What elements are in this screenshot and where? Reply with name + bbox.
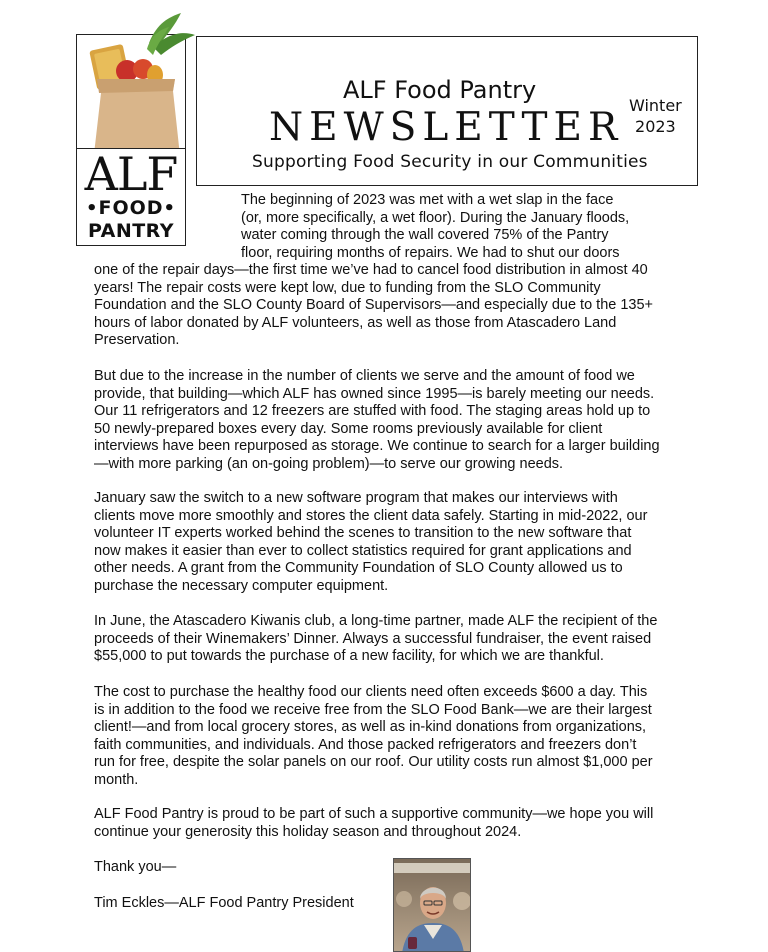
tagline: Supporting Food Security in our Communities: [252, 152, 648, 172]
text-line: —with more parking (an on-going problem)—to serve our growing needs.: [94, 455, 564, 472]
text-line: ALF Food Pantry is proud to be part of such a supportive community—we hope you will: [94, 806, 654, 822]
text-line: $55,000 to put towards the purchase of a new facility, for which we are thankful.: [94, 648, 604, 665]
paragraph-closing: [94, 806, 653, 841]
paragraph-software: [94, 490, 647, 596]
signature-line: Tim Eckles—ALF Food Pantry President: [94, 895, 354, 911]
text-line: 50 newly-prepared boxes every day. Some rooms previously available for client: [94, 420, 603, 437]
paragraph-flood-continued: [94, 262, 653, 350]
text-line: floor, requiring months of repairs. We had to shut our doors: [241, 244, 620, 261]
text-line: The cost to purchase the healthy food our clients need often exceeds $600 a day. This: [94, 684, 648, 700]
text-line: is in addition to the food we receive free from the SLO Food Bank—we are their largest: [94, 701, 652, 718]
text-line: Preservation.: [94, 332, 180, 349]
text-line: run for free, despite the solar panels on our roof. Our utility costs run almost $1,000 per: [94, 754, 653, 771]
text-line: In June, the Atascadero Kiwanis club, a long-time partner, made ALF the recipient of the: [94, 613, 658, 629]
text-line: water coming through the wall covered 75% of the Pantry: [241, 227, 609, 244]
paragraph-kiwanis: [94, 613, 657, 666]
text-line: purchase the necessary computer equipment.: [94, 577, 389, 594]
paragraph-building-needs: [94, 368, 660, 474]
logo-image-frame: [76, 34, 186, 150]
dot-icon: •: [85, 198, 99, 219]
logo-food-line: [77, 197, 185, 220]
text-line: client!—and from local grocery stores, as well as in-kind donations from organizations,: [94, 719, 647, 736]
text-line: volunteer IT experts worked behind the scenes to transition to the new software that: [94, 525, 632, 542]
logo-alf-text: ALF: [84, 147, 178, 201]
newsletter-header: [196, 36, 698, 186]
paragraph-flood-intro: [241, 192, 629, 262]
president-portrait-photo: [393, 858, 471, 952]
text-line: But due to the increase in the number of clients we serve and the amount of food we: [94, 368, 635, 384]
text-line: Foundation and the SLO County Board of Supervisors—and especially due to the 135+: [94, 297, 654, 314]
logo-wordmark: [76, 148, 186, 246]
text-line: other needs. A grant from the Community Foundation of SLO County allowed us to: [94, 560, 623, 577]
text-line: clients move more smoothly and stores the client data safely. Starting in mid-2022, our: [94, 507, 648, 524]
thank-you-line: Thank you—: [94, 859, 177, 875]
grocery-bag-icon: [77, 13, 201, 153]
text-line: hours of labor donated by ALF volunteers, as well as those from Atascadero Land: [94, 314, 617, 331]
paragraph-costs: [94, 684, 653, 790]
text-line: (or, more specifically, a wet floor). During the January floods,: [241, 209, 630, 226]
logo-food-text: FOOD: [98, 197, 164, 219]
text-line: The beginning of 2023 was met with a wet slap in the face: [241, 192, 614, 208]
text-line: month.: [94, 771, 139, 788]
logo-pantry-text: PANTRY: [87, 220, 175, 242]
text-line: continue your generosity this holiday season and throughout 2024.: [94, 823, 522, 840]
text-line: now makes it easier than ever to collect statistics required for grant applications and: [94, 542, 632, 559]
text-line: proceeds of their Winemakers’ Dinner. Always a successful fundraiser, the event raised: [94, 630, 652, 647]
dot-icon: •: [163, 198, 177, 219]
text-line: January saw the switch to a new software program that makes our interviews with: [94, 490, 618, 506]
text-line: interviews have been repurposed as storage. We continue to search for a larger building: [94, 438, 660, 455]
newsletter-title: NEWSLETTER: [269, 105, 624, 150]
portrait-icon: [394, 859, 471, 952]
text-line: one of the repair days—the first time we’ve had to cancel food distribution in almost 40: [94, 262, 648, 278]
text-line: Our 11 refrigerators and 12 freezers are stuffed with food. The staging areas hold up to: [94, 403, 651, 420]
text-line: years! The repair costs were kept low, due to funding from the SLO Community: [94, 279, 601, 296]
text-line: provide, that building—which ALF has owned since 1995—is barely meeting our needs.: [94, 385, 655, 402]
text-line: faith communities, and individuals. And those packed refrigerators and freezers don’t: [94, 736, 637, 753]
issue-year: 2023: [635, 117, 676, 136]
issue-date: [629, 95, 682, 137]
alf-food-pantry-logo: [76, 34, 186, 248]
organization-name: ALF Food Pantry: [343, 76, 537, 104]
issue-season: Winter: [629, 96, 682, 115]
